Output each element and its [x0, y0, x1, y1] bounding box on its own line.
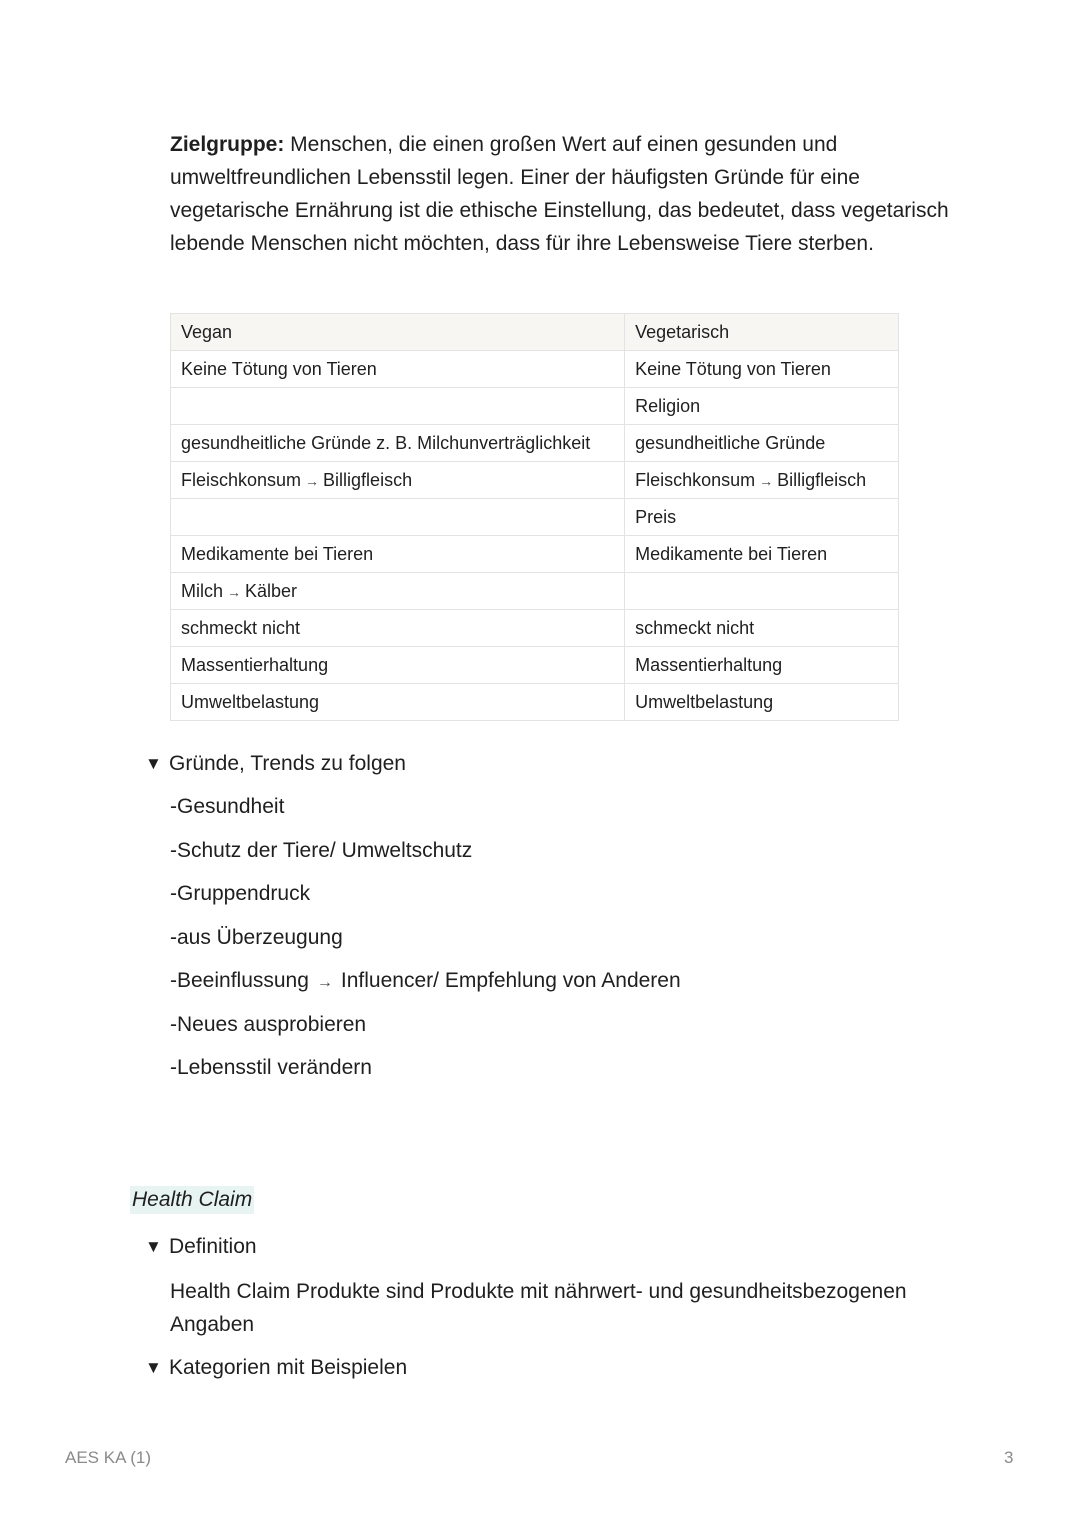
- cell-vegan: schmeckt nicht: [171, 610, 625, 647]
- cell-vegan: gesundheitliche Gründe z. B. Milchunverträglichkeit: [171, 425, 625, 462]
- target-group-label: Zielgruppe:: [170, 133, 285, 156]
- target-group-text: Menschen, die einen großen Wert auf einen gesunden und umweltfreundlichen Lebensstil legen. Einer der häufigsten Gründe für eine vegetarische Ernährung ist die ethische Einstellung, das bedeutet, dass vegetarisch lebende Menschen nicht möchten, dass für ihre Lebensweise Tiere sterben.: [170, 133, 949, 255]
- header-vegan: Vegan: [171, 314, 625, 351]
- cell-vegan: Medikamente bei Tieren: [171, 536, 625, 573]
- cell-vegan: [171, 573, 625, 610]
- arrow-right-icon: →: [305, 472, 320, 489]
- cell-vegetarisch: schmeckt nicht: [625, 610, 899, 647]
- list-item: -aus Überzeugung: [170, 926, 343, 949]
- toggle-categories[interactable]: [145, 1354, 407, 1382]
- table-row: [171, 388, 899, 425]
- list-item: -Schutz der Tiere/ Umweltschutz: [170, 839, 473, 862]
- list-item: -Lebensstil verändern: [170, 1056, 372, 1079]
- table-row: [171, 684, 899, 721]
- list-item-text: -Beeinflussung: [170, 969, 309, 992]
- cell-vegan: Keine Tötung von Tieren: [171, 351, 625, 388]
- triangle-down-icon[interactable]: ▼: [145, 754, 162, 773]
- triangle-down-icon[interactable]: ▼: [145, 1237, 162, 1256]
- cell-vegetarisch: Preis: [625, 499, 899, 536]
- definition-text: Health Claim Produkte sind Produkte mit nährwert- und gesundheitsbezogenen Angaben: [170, 1280, 907, 1336]
- list-item: -Gruppendruck: [170, 882, 311, 905]
- cell-vegetarisch: [625, 462, 899, 499]
- arrow-right-icon: →: [316, 974, 333, 991]
- toggle-reasons-label: Gründe, Trends zu folgen: [169, 752, 406, 775]
- cell-text: Fleischkonsum: [181, 469, 302, 490]
- cell-vegetarisch: Medikamente bei Tieren: [625, 536, 899, 573]
- cell-text: Billigfleisch: [323, 469, 413, 490]
- table-row: [171, 573, 899, 610]
- table-row: [171, 647, 899, 684]
- list-item: [170, 967, 681, 997]
- table-row: [171, 462, 899, 499]
- cell-vegetarisch: [625, 573, 899, 610]
- cell-vegetarisch: Keine Tötung von Tieren: [625, 351, 899, 388]
- cell-text: Kälber: [245, 580, 298, 601]
- cell-text: Fleischkonsum: [635, 469, 756, 490]
- cell-vegan: Umweltbelastung: [171, 684, 625, 721]
- cell-text: Milch: [181, 580, 224, 601]
- toggle-categories-label: Kategorien mit Beispielen: [169, 1356, 408, 1379]
- table-row: [171, 425, 899, 462]
- list-item: -Gesundheit: [170, 795, 285, 818]
- toggle-reasons[interactable]: [145, 750, 406, 778]
- cell-vegetarisch: Religion: [625, 388, 899, 425]
- toggle-definition[interactable]: [145, 1233, 257, 1261]
- list-item: -Neues ausprobieren: [170, 1013, 367, 1036]
- footer-doc-title: AES KA (1): [65, 1448, 151, 1467]
- cell-vegan: [171, 462, 625, 499]
- list-item-text: Influencer/ Empfehlung von Anderen: [340, 969, 681, 992]
- cell-vegetarisch: Massentierhaltung: [625, 647, 899, 684]
- toggle-definition-label: Definition: [169, 1235, 257, 1258]
- cell-vegetarisch: Umweltbelastung: [625, 684, 899, 721]
- page-number: 3: [1004, 1448, 1014, 1467]
- table-header-row: [171, 314, 899, 351]
- table-row: [171, 610, 899, 647]
- table-row: [171, 499, 899, 536]
- header-vegetarisch: Vegetarisch: [625, 314, 899, 351]
- cell-vegan: Massentierhaltung: [171, 647, 625, 684]
- arrow-right-icon: →: [227, 583, 242, 600]
- target-group-paragraph: [170, 128, 960, 260]
- cell-vegetarisch: gesundheitliche Gründe: [625, 425, 899, 462]
- cell-vegan: [171, 388, 625, 425]
- triangle-down-icon[interactable]: ▼: [145, 1358, 162, 1377]
- table-row: [171, 536, 899, 573]
- comparison-table: [170, 313, 899, 721]
- table-row: [171, 351, 899, 388]
- arrow-right-icon: →: [759, 472, 774, 489]
- cell-text: Billigfleisch: [777, 469, 867, 490]
- cell-vegan: [171, 499, 625, 536]
- health-claim-heading: Health Claim: [130, 1186, 254, 1214]
